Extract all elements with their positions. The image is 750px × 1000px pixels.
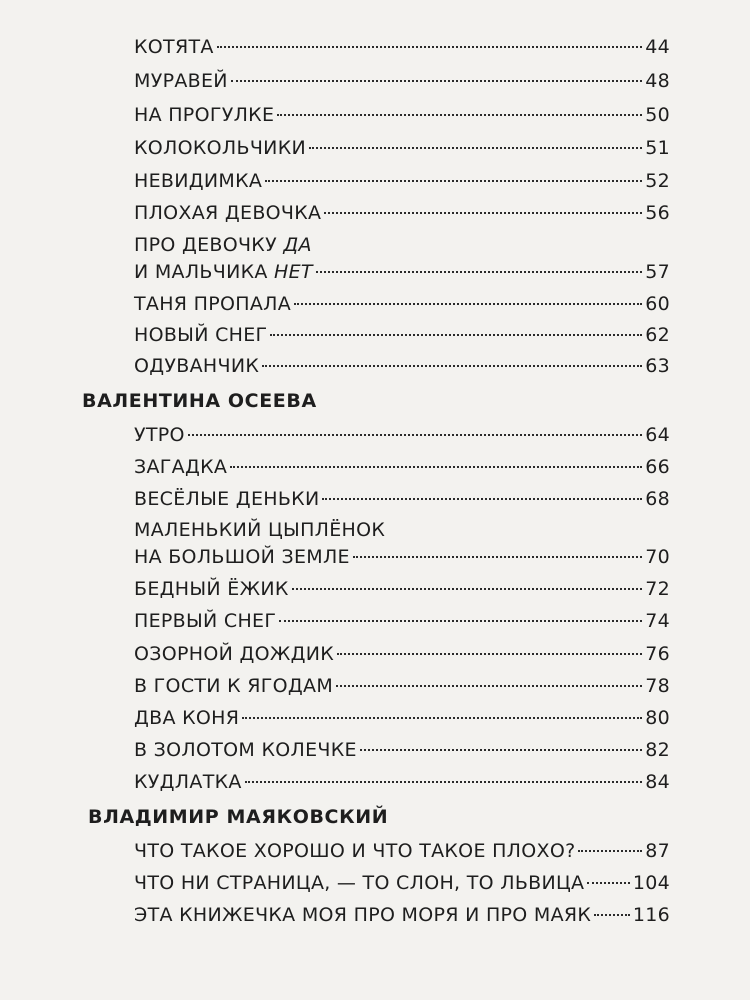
entry-title: МУРАВЕЙ	[134, 70, 228, 92]
entry-page: 70	[645, 546, 670, 568]
toc-entry	[134, 870, 670, 897]
entry-title: КОЛОКОЛЬЧИКИ	[134, 137, 306, 159]
entry-title: НЕВИДИМКА	[134, 170, 263, 192]
dot-leader	[265, 180, 642, 182]
dot-leader	[316, 271, 642, 273]
entry-title: ЭТА КНИЖЕЧКА МОЯ ПРО МОРЯ И ПРО МАЯК	[134, 904, 592, 926]
dot-leader	[322, 498, 642, 500]
entry-title-text: И МАЛЬЧИКА	[134, 261, 275, 283]
entry-title: ТАНЯ ПРОПАЛА	[134, 293, 292, 315]
entry-page: 116	[632, 904, 670, 926]
entry-page: 60	[645, 293, 670, 315]
entry-page: 57	[645, 261, 670, 283]
entry-title-line2	[134, 259, 313, 286]
dot-leader	[231, 80, 642, 82]
toc-entry	[134, 737, 670, 764]
entry-title: ПЕРВЫЙ СНЕГ	[134, 610, 277, 632]
entry-page: 82	[645, 739, 670, 761]
entry-title: ВЕСЁЛЫЕ ДЕНЬКИ	[134, 488, 320, 510]
dot-leader	[188, 434, 642, 436]
toc-entry	[134, 34, 670, 61]
toc-entry	[134, 838, 670, 865]
dot-leader	[578, 850, 642, 852]
toc-entry	[134, 322, 670, 349]
entry-title: НА ПРОГУЛКЕ	[134, 104, 275, 126]
entry-title: КОТЯТА	[134, 36, 214, 58]
dot-leader	[270, 334, 642, 336]
toc-entry	[134, 673, 670, 700]
entry-page: 51	[645, 137, 670, 159]
entry-page: 76	[645, 643, 670, 665]
toc-entry	[134, 168, 670, 195]
entry-page: 68	[645, 488, 670, 510]
entry-title: В ЗОЛОТОМ КОЛЕЧКЕ	[134, 739, 357, 761]
entry-title: УТРО	[134, 424, 185, 446]
author-heading: ВАЛЕНТИНА ОСЕЕВА	[82, 390, 317, 412]
entry-page: 50	[645, 104, 670, 126]
entry-title: ЗАГАДКА	[134, 456, 228, 478]
dot-leader	[292, 588, 643, 590]
dot-leader	[230, 466, 642, 468]
author-heading: ВЛАДИМИР МАЯКОВСКИЙ	[88, 806, 389, 828]
dot-leader	[277, 114, 642, 116]
entry-page: 44	[645, 36, 670, 58]
toc-entry	[134, 102, 670, 129]
entry-title-line1	[134, 232, 312, 259]
dot-leader	[594, 914, 630, 916]
dot-leader	[242, 717, 642, 719]
toc-entry	[134, 641, 670, 668]
toc-entry	[134, 486, 670, 513]
entry-title: ЧТО НИ СТРАНИЦА, — ТО СЛОН, ТО ЛЬВИЦА	[134, 872, 585, 894]
toc-entry	[134, 705, 670, 732]
entry-title: ОЗОРНОЙ ДОЖДИК	[134, 643, 335, 665]
dot-leader	[309, 147, 642, 149]
entry-page: 80	[645, 707, 670, 729]
entry-title: В ГОСТИ К ЯГОДАМ	[134, 675, 334, 697]
entry-page: 66	[645, 456, 670, 478]
entry-page: 64	[645, 424, 670, 446]
entry-title-line2: НА БОЛЬШОЙ ЗЕМЛЕ	[134, 546, 350, 568]
entry-title: БЕДНЫЙ ЁЖИК	[134, 578, 289, 600]
toc-entry	[134, 454, 670, 481]
toc-entry	[134, 608, 670, 635]
toc-entry	[134, 68, 670, 95]
dot-leader	[262, 365, 642, 367]
toc-entry	[134, 135, 670, 162]
entry-page: 78	[645, 675, 670, 697]
entry-title: ДВА КОНЯ	[134, 707, 240, 729]
toc-entry	[134, 200, 670, 227]
toc-entry	[134, 769, 670, 796]
dot-leader	[217, 46, 643, 48]
entry-title: ЧТО ТАКОЕ ХОРОШО И ЧТО ТАКОЕ ПЛОХО?	[134, 840, 576, 862]
entry-page: 63	[645, 355, 670, 377]
toc-entry	[134, 232, 670, 286]
dot-leader	[279, 620, 642, 622]
entry-page: 56	[645, 202, 670, 224]
entry-page: 74	[645, 610, 670, 632]
toc-entry	[134, 517, 670, 571]
dot-leader	[587, 882, 629, 884]
dot-leader	[324, 212, 642, 214]
entry-page: 84	[645, 771, 670, 793]
dot-leader	[245, 781, 643, 783]
entry-page: 87	[645, 840, 670, 862]
toc-entry	[134, 353, 670, 380]
entry-page: 52	[645, 170, 670, 192]
toc-entry	[134, 422, 670, 449]
toc-entry	[134, 576, 670, 603]
entry-title: НОВЫЙ СНЕГ	[134, 324, 268, 346]
entry-page: 104	[632, 872, 670, 894]
entry-title-emphasis: ДА	[283, 234, 312, 256]
dot-leader	[353, 556, 642, 558]
dot-leader	[294, 303, 642, 305]
dot-leader	[336, 685, 642, 687]
entry-title: ОДУВАНЧИК	[134, 355, 260, 377]
dot-leader	[337, 653, 642, 655]
entry-page: 48	[645, 70, 670, 92]
entry-title-text: ПРО ДЕВОЧКУ	[134, 234, 284, 256]
dot-leader	[360, 749, 642, 751]
toc-entry	[134, 902, 670, 929]
toc-entry	[134, 291, 670, 318]
entry-page: 62	[645, 324, 670, 346]
entry-page: 72	[645, 578, 670, 600]
entry-title: КУДЛАТКА	[134, 771, 242, 793]
entry-title-emphasis: НЕТ	[274, 261, 313, 283]
entry-title-line1: МАЛЕНЬКИЙ ЦЫПЛЁНОК	[134, 519, 386, 541]
entry-title: ПЛОХАЯ ДЕВОЧКА	[134, 202, 322, 224]
